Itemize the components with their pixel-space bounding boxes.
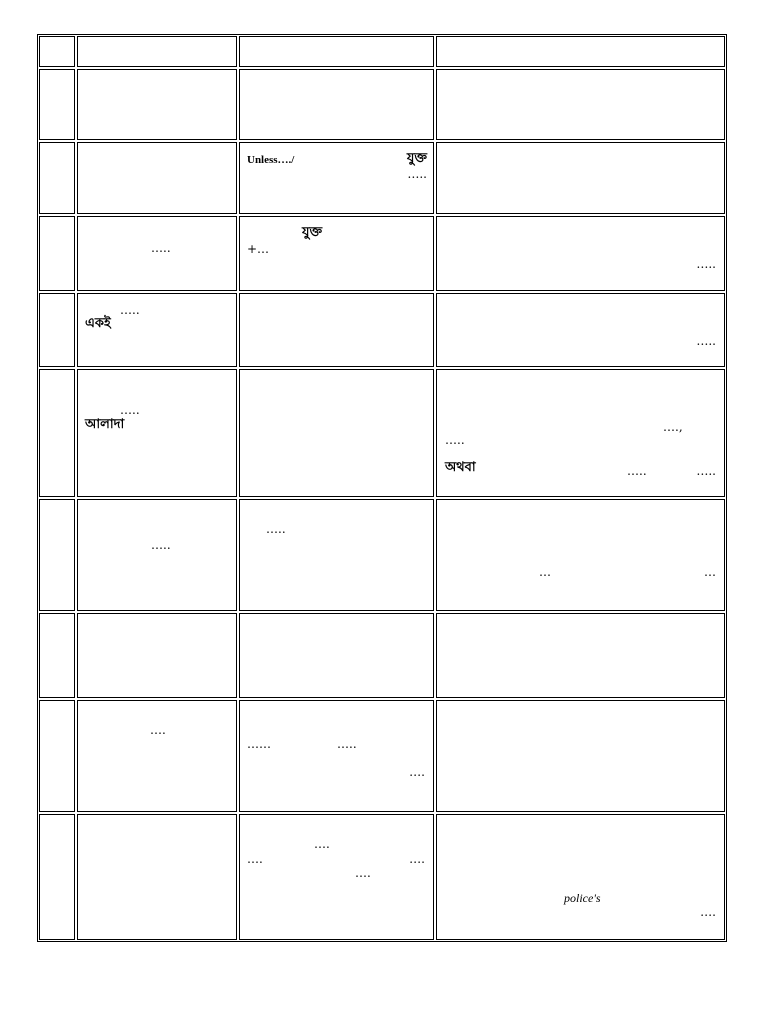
cell-text: Unless…./ xyxy=(247,154,295,166)
row-cell-2 xyxy=(239,369,434,497)
cell-text: যুক্ত xyxy=(406,151,427,166)
cell-text: ….. xyxy=(120,403,140,417)
row-cell-3 xyxy=(436,613,725,698)
header-cell-2 xyxy=(239,36,434,67)
row-cell-3 xyxy=(436,700,725,812)
row-cell-3 xyxy=(436,142,725,214)
row-cell-3 xyxy=(436,293,725,367)
cell-text: …. xyxy=(247,852,263,866)
row-number-cell xyxy=(39,142,75,214)
header-cell-number xyxy=(39,36,75,67)
row-number-cell xyxy=(39,499,75,611)
cell-text: ….. xyxy=(151,538,171,552)
row-number-cell xyxy=(39,700,75,812)
cell-text: …. xyxy=(700,905,716,919)
row-cell-2 xyxy=(239,814,434,940)
cell-text: … xyxy=(539,565,551,579)
header-cell-1 xyxy=(77,36,237,67)
header-cell-3 xyxy=(436,36,725,67)
row-number-cell xyxy=(39,69,75,140)
cell-text: …. xyxy=(314,837,330,851)
cell-text: …… xyxy=(247,737,271,751)
row-cell-1 xyxy=(77,369,237,497)
cell-text: যুক্ত xyxy=(302,225,323,240)
row-cell-1 xyxy=(77,293,237,367)
row-number-cell xyxy=(39,613,75,698)
cell-text: ….. xyxy=(151,241,171,255)
cell-text: ….. xyxy=(696,257,716,271)
row-cell-2 xyxy=(239,69,434,140)
row-cell-1 xyxy=(77,814,237,940)
row-cell-2 xyxy=(239,700,434,812)
row-cell-2 xyxy=(239,142,434,214)
row-cell-2 xyxy=(239,293,434,367)
row-cell-3 xyxy=(436,499,725,611)
row-number-cell xyxy=(39,293,75,367)
row-cell-3 xyxy=(436,369,725,497)
cell-text: …. xyxy=(409,765,425,779)
cell-text: …. xyxy=(150,723,166,737)
cell-text: ….. xyxy=(120,303,140,317)
cell-text: …. xyxy=(355,866,371,880)
cell-text: ….. xyxy=(696,334,716,348)
cell-text: …. xyxy=(409,852,425,866)
row-cell-3 xyxy=(436,814,725,940)
cell-text: একই xyxy=(85,316,111,331)
cell-text: ….. xyxy=(627,464,647,478)
cell-text: ….. xyxy=(407,167,427,181)
row-cell-2 xyxy=(239,216,434,291)
cell-text: ….. xyxy=(696,464,716,478)
cell-text: আলাদা xyxy=(85,417,125,432)
cell-text: police's xyxy=(564,891,601,905)
row-cell-3 xyxy=(436,216,725,291)
row-cell-2 xyxy=(239,499,434,611)
cell-text: +… xyxy=(247,242,270,256)
row-number-cell xyxy=(39,814,75,940)
row-number-cell xyxy=(39,216,75,291)
row-cell-2 xyxy=(239,613,434,698)
cell-text: অথবা xyxy=(445,460,476,475)
cell-text: …., xyxy=(663,420,683,434)
cell-text: ….. xyxy=(337,737,357,751)
cell-text: … xyxy=(704,565,716,579)
cell-text: ….. xyxy=(266,522,286,536)
row-cell-1 xyxy=(77,69,237,140)
row-cell-1 xyxy=(77,613,237,698)
row-cell-3 xyxy=(436,69,725,140)
cell-text: ….. xyxy=(445,433,465,447)
row-cell-1 xyxy=(77,216,237,291)
row-cell-1 xyxy=(77,142,237,214)
row-cell-1 xyxy=(77,700,237,812)
row-number-cell xyxy=(39,369,75,497)
document-table xyxy=(37,34,727,942)
row-cell-1 xyxy=(77,499,237,611)
